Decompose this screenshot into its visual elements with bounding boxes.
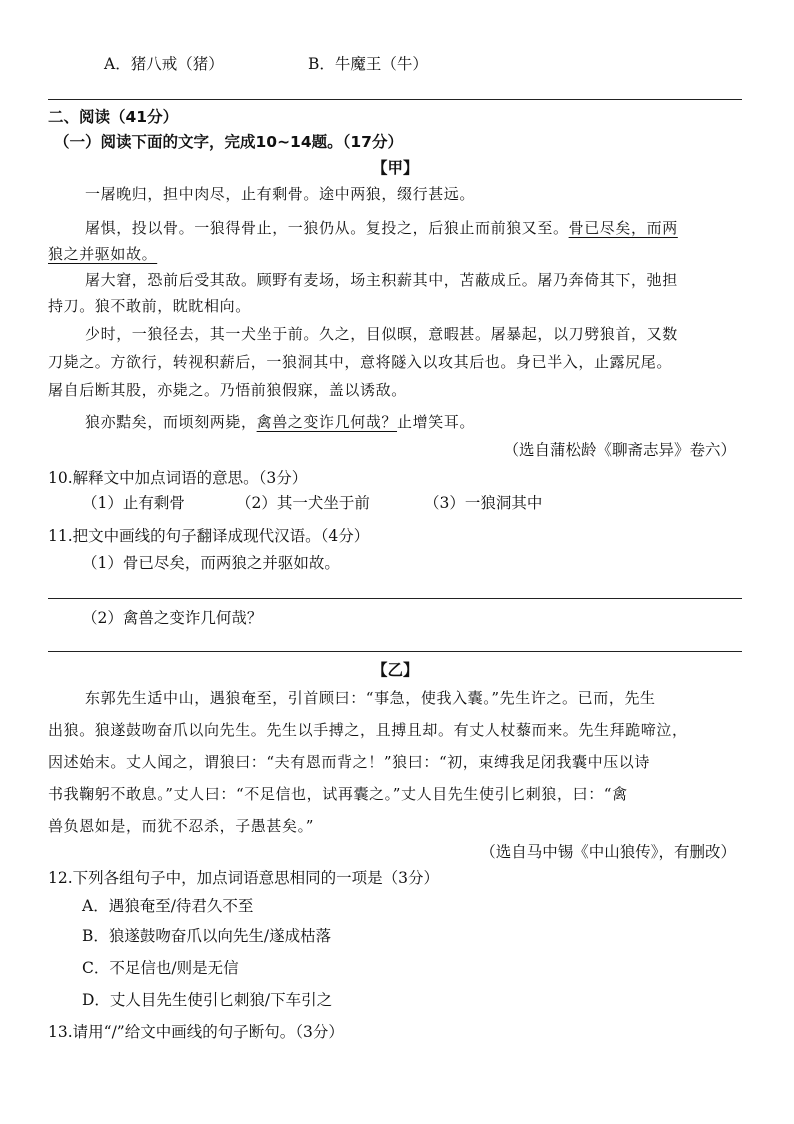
jia-paragraph-4-line-3: 屠自后断其股，亦毙之。乃悟前狼假寐，盖以诱敌。 (48, 381, 407, 399)
q10-stem: 10.解释文中加点词语的意思。（3分） (48, 469, 308, 487)
yi-line-1: 东郭先生适中山，遇狼奄至，引首顾曰：“事急，使我入囊。”先生许之。已而，先生 (85, 689, 656, 707)
q12-option-a: A．遇狼奄至/待君久不至 (82, 897, 254, 915)
jia-paragraph-3-line-1: 屠大窘，恐前后受其敌。顾野有麦场，场主积薪其中，苫蔽成丘。屠乃奔倚其下，弛担 (85, 271, 678, 289)
q13-stem: 13.请用“/”给文中画线的句子断句。（3分） (48, 1023, 344, 1041)
divider (48, 99, 742, 100)
q12-option-b: B．狼遂鼓吻奋爪以向先生/遂成枯落 (82, 927, 332, 945)
passage-yi-label: 【乙】 (372, 661, 419, 679)
yi-line-4: 书我鞠躬不敢息。”丈人曰：“不足信也，试再囊之。”丈人目先生使引匕刺狼，曰：“禽 (48, 785, 628, 803)
q10-item-3: （3）一狼洞其中 (424, 494, 543, 512)
yi-line-2: 出狼。狼遂鼓吻奋爪以向先生。先生以手搏之，且搏且却。有丈人杖藜而来。先生拜跪啼泣， (48, 721, 688, 739)
yi-line-5: 兽负恩如是，而犹不忍杀，子愚甚矣。” (48, 817, 314, 835)
section-heading: 二、阅读（41分） (48, 108, 179, 126)
jia-paragraph-3-line-2: 持刀。狼不敢前，眈眈相向。 (48, 297, 251, 315)
answer-line-1 (48, 598, 742, 599)
q11-sentence-2: （2）禽兽之变诈几何哉？ (82, 609, 263, 627)
underlined-sentence-1a: 骨已尽矣，而两 (568, 219, 678, 237)
yi-source: （选自马中锡《中山狼传》，有删改） (480, 843, 736, 861)
subsection-heading: （一）阅读下面的文字，完成10~14题。（17分） (54, 133, 403, 151)
q10-item-1: （1）止有剩骨 (82, 494, 185, 512)
jia-paragraph-2-line-1: 屠惧，投以骨。一狼得骨止，一狼仍从。复投之，后狼止而前狼又至。骨已尽矣，而两 (85, 219, 678, 237)
jia-paragraph-4-line-1: 少时，一狼径去，其一犬坐于前。久之，目似暝，意暇甚。屠暴起，以刀劈狼首，又数 (85, 325, 678, 343)
yi-line-3: 因述始末。丈人闻之，谓狼曰：“夫有恩而背之！”狼曰：“初，束缚我足闭我囊中压以诗 (48, 753, 651, 771)
q10-item-2: （2）其一犬坐于前 (236, 494, 370, 512)
passage-jia-label: 【甲】 (372, 159, 419, 177)
option-b: B．牛魔王（牛） (308, 55, 428, 73)
jia-paragraph-5: 狼亦黠矣，而顷刻两毙，禽兽之变诈几何哉？止增笑耳。 (85, 413, 476, 431)
q12-option-d: D．丈人目先生使引匕刺狼/下车引之 (82, 991, 333, 1009)
answer-line-2 (48, 651, 742, 652)
jia-paragraph-2-line-2 (48, 244, 157, 264)
underlined-sentence-2: 禽兽之变诈几何哉？ (256, 413, 398, 431)
q12-option-c: C．不足信也/则是无信 (82, 959, 239, 977)
jia-paragraph-1: 一屠晚归，担中肉尽，止有剩骨。途中两狼，缀行甚远。 (85, 185, 476, 203)
q11-sentence-1: （1）骨已尽矣，而两狼之并驱如故。 (82, 554, 340, 572)
q11-stem: 11.把文中画线的句子翻译成现代汉语。（4分） (48, 527, 370, 545)
underlined-sentence-1b: 狼之并驱如故。 (48, 245, 158, 263)
jia-paragraph-4-line-2: 刀毙之。方欲行，转视积薪后，一狼洞其中，意将隧入以攻其后也。身已半入，止露尻尾。 (48, 353, 673, 371)
option-a: A．猪八戒（猪） (104, 55, 224, 73)
jia-source: （选自蒲松龄《聊斋志异》卷六） (503, 441, 736, 459)
q12-stem: 12.下列各组句子中，加点词语意思相同的一项是（3分） (48, 869, 440, 887)
